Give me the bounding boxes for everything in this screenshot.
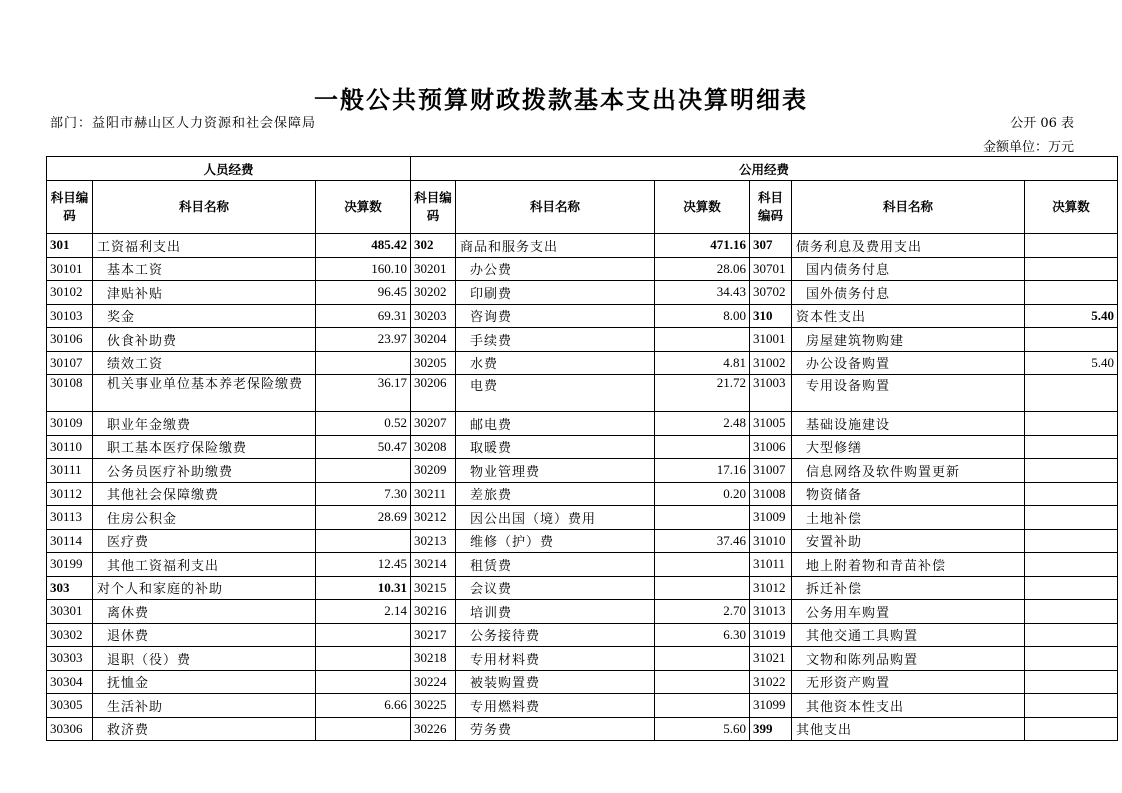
group-header-public: 公用经费 xyxy=(411,157,1118,181)
subject-code: 30112 xyxy=(47,482,93,506)
subject-code: 30226 xyxy=(411,717,456,741)
amount xyxy=(1025,717,1118,741)
subject-name: 劳务费 xyxy=(456,717,655,741)
subject-name: 培训费 xyxy=(456,600,655,624)
subject-code: 30303 xyxy=(47,647,93,671)
subject-code: 30108 xyxy=(47,375,93,412)
subject-code: 31006 xyxy=(750,435,792,459)
amount xyxy=(316,623,411,647)
subject-code: 30702 xyxy=(750,281,792,305)
subject-name: 商品和服务支出 xyxy=(456,234,655,258)
amount: 34.43 xyxy=(655,281,750,305)
subject-code: 307 xyxy=(750,234,792,258)
table-code: 公开 06 表 xyxy=(1010,116,1074,131)
amount: 2.14 xyxy=(316,600,411,624)
subject-name: 工资福利支出 xyxy=(93,234,316,258)
subject-name: 房屋建筑物购建 xyxy=(792,328,1025,352)
amount: 0.52 xyxy=(316,412,411,436)
subject-name: 物资储备 xyxy=(792,482,1025,506)
subject-code: 30202 xyxy=(411,281,456,305)
subject-code: 30114 xyxy=(47,529,93,553)
amount xyxy=(1025,234,1118,258)
header-amount: 决算数 xyxy=(316,181,411,234)
amount: 50.47 xyxy=(316,435,411,459)
amount xyxy=(1025,435,1118,459)
subject-code: 30305 xyxy=(47,694,93,718)
subject-code: 30201 xyxy=(411,257,456,281)
subject-code: 30206 xyxy=(411,375,456,412)
amount xyxy=(1025,459,1118,483)
amount: 0.20 xyxy=(655,482,750,506)
amount xyxy=(655,694,750,718)
amount xyxy=(655,670,750,694)
subject-name: 职工基本医疗保险缴费 xyxy=(93,435,316,459)
subject-name: 专用设备购置 xyxy=(792,375,1025,412)
table-row xyxy=(47,482,1118,506)
table-row xyxy=(47,412,1118,436)
subject-name: 国外债务付息 xyxy=(792,281,1025,305)
subject-code: 30207 xyxy=(411,412,456,436)
table-row xyxy=(47,281,1118,305)
subject-name: 退职（役）费 xyxy=(93,647,316,671)
amount xyxy=(655,328,750,352)
amount: 28.69 xyxy=(316,506,411,530)
subject-code: 31011 xyxy=(750,553,792,577)
subject-name: 其他工资福利支出 xyxy=(93,553,316,577)
subject-name: 津贴补贴 xyxy=(93,281,316,305)
amount: 471.16 xyxy=(655,234,750,258)
subject-name: 伙食补助费 xyxy=(93,328,316,352)
amount xyxy=(316,717,411,741)
group-header-personnel: 人员经费 xyxy=(47,157,411,181)
table-row xyxy=(47,304,1118,328)
subject-code: 31012 xyxy=(750,576,792,600)
amount xyxy=(316,529,411,553)
subject-code: 30217 xyxy=(411,623,456,647)
amount xyxy=(655,576,750,600)
subject-name: 专用材料费 xyxy=(456,647,655,671)
amount xyxy=(1025,576,1118,600)
amount xyxy=(655,553,750,577)
subject-code: 30304 xyxy=(47,670,93,694)
subject-name: 咨询费 xyxy=(456,304,655,328)
subject-name: 手续费 xyxy=(456,328,655,352)
subject-name: 物业管理费 xyxy=(456,459,655,483)
amount xyxy=(1025,647,1118,671)
amount: 17.16 xyxy=(655,459,750,483)
amount xyxy=(1025,328,1118,352)
subject-code: 30213 xyxy=(411,529,456,553)
subject-name: 租赁费 xyxy=(456,553,655,577)
amount xyxy=(1025,506,1118,530)
amount xyxy=(1025,600,1118,624)
subject-code: 30110 xyxy=(47,435,93,459)
subject-name: 无形资产购置 xyxy=(792,670,1025,694)
subject-name: 文物和陈列品购置 xyxy=(792,647,1025,671)
amount xyxy=(316,459,411,483)
subject-name: 奖金 xyxy=(93,304,316,328)
subject-name: 绩效工资 xyxy=(93,351,316,375)
subject-code: 30204 xyxy=(411,328,456,352)
subject-code: 30109 xyxy=(47,412,93,436)
subject-code: 310 xyxy=(750,304,792,328)
amount xyxy=(316,351,411,375)
subject-name: 其他交通工具购置 xyxy=(792,623,1025,647)
subject-name: 住房公积金 xyxy=(93,506,316,530)
subject-code: 31005 xyxy=(750,412,792,436)
header-amount: 决算数 xyxy=(1025,181,1118,234)
subject-code: 31010 xyxy=(750,529,792,553)
subject-name: 离休费 xyxy=(93,600,316,624)
subject-code: 30216 xyxy=(411,600,456,624)
header-code: 科目编码 xyxy=(47,181,93,234)
table-row xyxy=(47,694,1118,718)
subject-name: 信息网络及软件购置更新 xyxy=(792,459,1025,483)
table-row xyxy=(47,553,1118,577)
amount xyxy=(1025,257,1118,281)
header-amount: 决算数 xyxy=(655,181,750,234)
table-row xyxy=(47,459,1118,483)
subject-code: 30211 xyxy=(411,482,456,506)
table-row xyxy=(47,435,1118,459)
amount: 37.46 xyxy=(655,529,750,553)
table-row xyxy=(47,717,1118,741)
table-row xyxy=(47,257,1118,281)
amount: 8.00 xyxy=(655,304,750,328)
amount xyxy=(1025,623,1118,647)
table-row xyxy=(47,670,1118,694)
subject-name: 维修（护）费 xyxy=(456,529,655,553)
table-row xyxy=(47,647,1118,671)
subject-code: 30301 xyxy=(47,600,93,624)
subject-name: 办公设备购置 xyxy=(792,351,1025,375)
subject-name: 医疗费 xyxy=(93,529,316,553)
amount: 6.30 xyxy=(655,623,750,647)
subject-name: 差旅费 xyxy=(456,482,655,506)
amount: 4.81 xyxy=(655,351,750,375)
subject-name: 国内债务付息 xyxy=(792,257,1025,281)
amount xyxy=(655,506,750,530)
subject-code: 30306 xyxy=(47,717,93,741)
table-row xyxy=(47,328,1118,352)
subject-name: 救济费 xyxy=(93,717,316,741)
subject-name: 专用燃料费 xyxy=(456,694,655,718)
subject-name: 公务接待费 xyxy=(456,623,655,647)
amount xyxy=(1025,694,1118,718)
amount: 28.06 xyxy=(655,257,750,281)
subject-code: 30101 xyxy=(47,257,93,281)
subject-name: 其他资本性支出 xyxy=(792,694,1025,718)
subject-code: 30215 xyxy=(411,576,456,600)
amount xyxy=(316,670,411,694)
subject-name: 基础设施建设 xyxy=(792,412,1025,436)
subject-code: 30212 xyxy=(411,506,456,530)
amount xyxy=(316,647,411,671)
subject-code: 301 xyxy=(47,234,93,258)
amount: 2.48 xyxy=(655,412,750,436)
subject-code: 30203 xyxy=(411,304,456,328)
subject-code: 31022 xyxy=(750,670,792,694)
amount: 12.45 xyxy=(316,553,411,577)
expenditure-table xyxy=(46,156,1118,741)
table-row xyxy=(47,529,1118,553)
subject-code: 303 xyxy=(47,576,93,600)
subject-name: 水费 xyxy=(456,351,655,375)
subject-name: 大型修缮 xyxy=(792,435,1025,459)
subject-name: 会议费 xyxy=(456,576,655,600)
subject-name: 土地补偿 xyxy=(792,506,1025,530)
subject-code: 31001 xyxy=(750,328,792,352)
subject-name: 印刷费 xyxy=(456,281,655,305)
subject-name: 被装购置费 xyxy=(456,670,655,694)
amount xyxy=(655,647,750,671)
subject-code: 30208 xyxy=(411,435,456,459)
table-row xyxy=(47,375,1118,412)
department-label: 部门：益阳市赫山区人力资源和社会保障局 xyxy=(50,116,317,131)
amount xyxy=(1025,375,1118,412)
amount: 10.31 xyxy=(316,576,411,600)
subject-name: 地上附着物和青苗补偿 xyxy=(792,553,1025,577)
amount xyxy=(1025,553,1118,577)
subject-name: 基本工资 xyxy=(93,257,316,281)
subject-code: 31013 xyxy=(750,600,792,624)
amount: 5.60 xyxy=(655,717,750,741)
table-row xyxy=(47,506,1118,530)
subject-name: 抚恤金 xyxy=(93,670,316,694)
amount: 23.97 xyxy=(316,328,411,352)
table-row xyxy=(47,623,1118,647)
amount: 96.45 xyxy=(316,281,411,305)
subject-name: 职业年金缴费 xyxy=(93,412,316,436)
subject-name: 退休费 xyxy=(93,623,316,647)
subject-code: 30225 xyxy=(411,694,456,718)
subject-code: 31099 xyxy=(750,694,792,718)
amount: 21.72 xyxy=(655,375,750,412)
subject-code: 31003 xyxy=(750,375,792,412)
subject-code: 30107 xyxy=(47,351,93,375)
subject-name: 资本性支出 xyxy=(792,304,1025,328)
amount: 2.70 xyxy=(655,600,750,624)
header-code: 科目编码 xyxy=(750,181,792,234)
subject-name: 电费 xyxy=(456,375,655,412)
subject-code: 30224 xyxy=(411,670,456,694)
subject-code: 30214 xyxy=(411,553,456,577)
subject-code: 31021 xyxy=(750,647,792,671)
page-title: 一般公共预算财政拨款基本支出决算明细表 xyxy=(314,86,808,114)
subject-code: 30205 xyxy=(411,351,456,375)
subject-code: 30102 xyxy=(47,281,93,305)
amount: 7.30 xyxy=(316,482,411,506)
amount xyxy=(1025,529,1118,553)
subject-code: 31009 xyxy=(750,506,792,530)
amount xyxy=(655,435,750,459)
subject-code: 30218 xyxy=(411,647,456,671)
subject-name: 安置补助 xyxy=(792,529,1025,553)
subject-name: 邮电费 xyxy=(456,412,655,436)
subject-name: 公务用车购置 xyxy=(792,600,1025,624)
subject-name: 拆迁补偿 xyxy=(792,576,1025,600)
amount xyxy=(1025,412,1118,436)
amount: 485.42 xyxy=(316,234,411,258)
subject-code: 30106 xyxy=(47,328,93,352)
amount xyxy=(1025,281,1118,305)
subject-code: 30103 xyxy=(47,304,93,328)
subject-code: 30113 xyxy=(47,506,93,530)
table-row xyxy=(47,600,1118,624)
amount: 5.40 xyxy=(1025,304,1118,328)
subject-name: 取暖费 xyxy=(456,435,655,459)
amount: 36.17 xyxy=(316,375,411,412)
subject-code: 30302 xyxy=(47,623,93,647)
amount: 69.31 xyxy=(316,304,411,328)
amount xyxy=(1025,482,1118,506)
subject-code: 302 xyxy=(411,234,456,258)
subject-code: 399 xyxy=(750,717,792,741)
header-name: 科目名称 xyxy=(456,181,655,234)
table-row xyxy=(47,576,1118,600)
amount xyxy=(1025,670,1118,694)
subject-code: 31002 xyxy=(750,351,792,375)
subject-code: 31008 xyxy=(750,482,792,506)
header-name: 科目名称 xyxy=(792,181,1025,234)
subject-name: 其他支出 xyxy=(792,717,1025,741)
subject-name: 办公费 xyxy=(456,257,655,281)
subject-name: 生活补助 xyxy=(93,694,316,718)
subject-name: 机关事业单位基本养老保险缴费 xyxy=(93,375,316,412)
table-row xyxy=(47,351,1118,375)
subject-name: 对个人和家庭的补助 xyxy=(93,576,316,600)
subject-code: 31019 xyxy=(750,623,792,647)
amount: 6.66 xyxy=(316,694,411,718)
subject-code: 30111 xyxy=(47,459,93,483)
amount: 160.10 xyxy=(316,257,411,281)
header-code: 科目编码 xyxy=(411,181,456,234)
unit-label: 金额单位：万元 xyxy=(982,140,1074,155)
subject-code: 30199 xyxy=(47,553,93,577)
subject-name: 公务员医疗补助缴费 xyxy=(93,459,316,483)
subject-name: 债务利息及费用支出 xyxy=(792,234,1025,258)
amount: 5.40 xyxy=(1025,351,1118,375)
header-name: 科目名称 xyxy=(93,181,316,234)
subject-code: 30701 xyxy=(750,257,792,281)
table-row xyxy=(47,234,1118,258)
subject-name: 因公出国（境）费用 xyxy=(456,506,655,530)
subject-code: 30209 xyxy=(411,459,456,483)
subject-name: 其他社会保障缴费 xyxy=(93,482,316,506)
subject-code: 31007 xyxy=(750,459,792,483)
